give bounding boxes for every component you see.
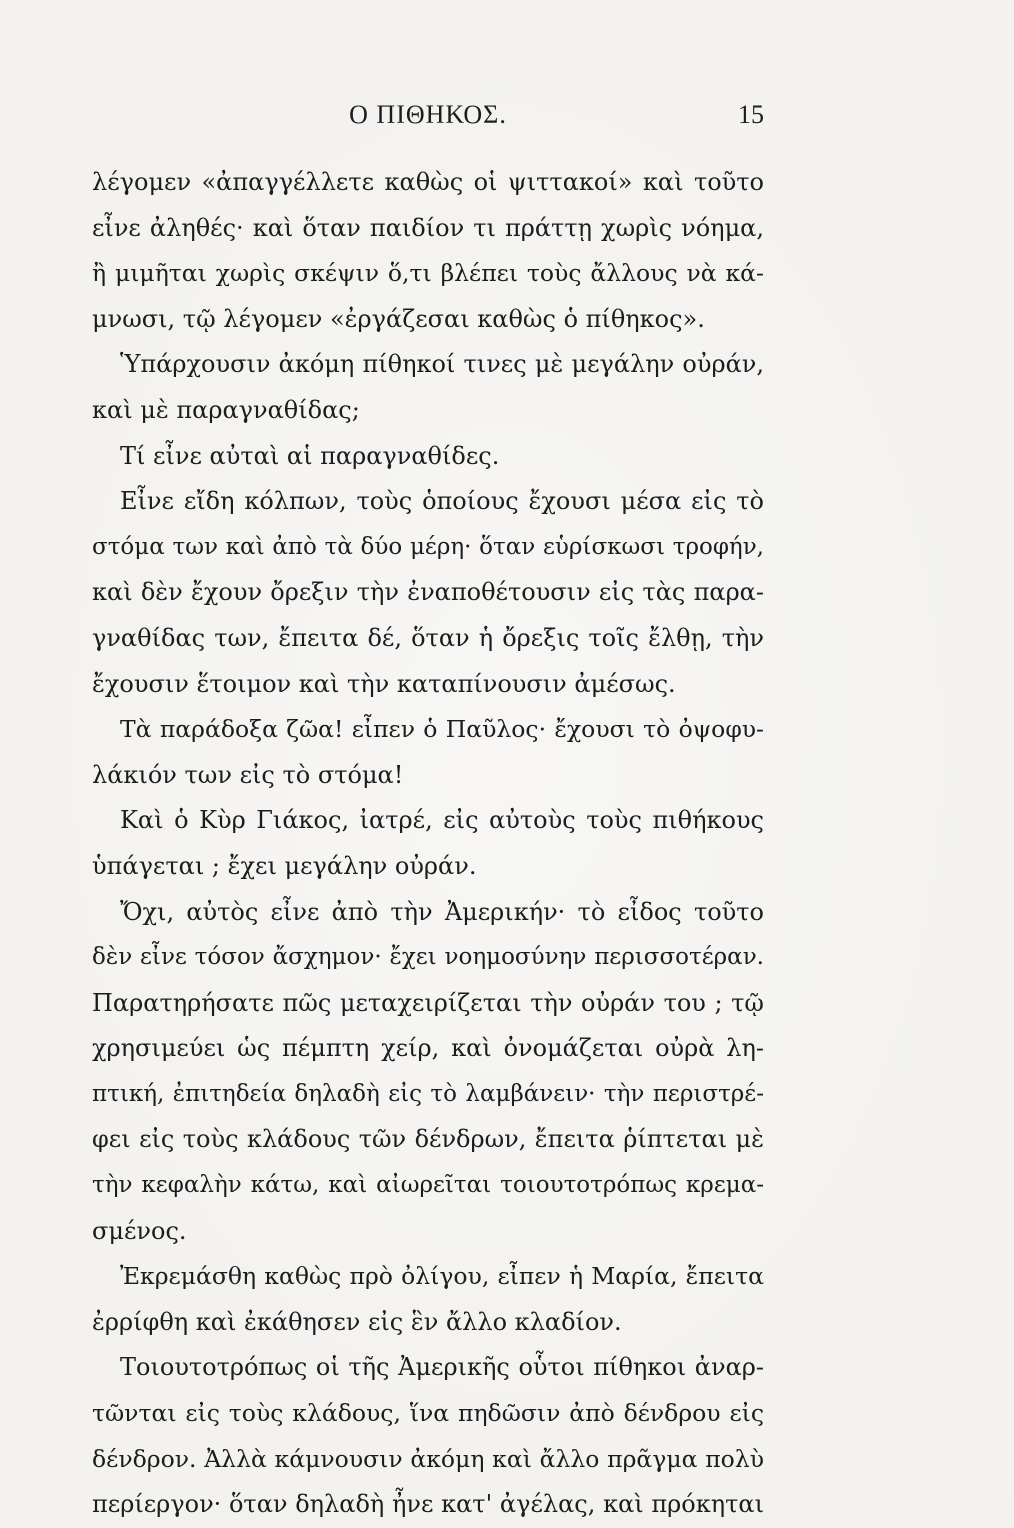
text-line: σμένος. — [92, 1216, 187, 1245]
text-line: ἐρρίφθη καὶ ἐκάθησεν εἰς ἓν ἄλλο κλαδίον. — [92, 1307, 622, 1336]
chapter-title: Ο ΠΙΘΗΚΟΣ. — [349, 100, 507, 129]
text-line: Ὑπάρχουσιν ἀκόμη πίθηκοί τινες μὲ μεγάλην οὐράν, — [120, 350, 764, 379]
text-line: Ἐκρεμάσθη καθὼς πρὸ ὀλίγου, εἶπεν ἡ Μαρία, ἔπειτα — [120, 1262, 764, 1291]
text-line: Ὄχι, αὐτὸς εἶνε ἀπὸ τὴν Ἀμερικήν· τὸ εἶδος τοῦτο — [120, 897, 764, 926]
text-line: πτική, ἐπιτηδεία δηλαδὴ εἰς τὸ λαμβάνειν· τὴν περιστρέ- — [92, 1080, 764, 1107]
text-line: Παρατηρήσατε πῶς μεταχειρίζεται τὴν οὐράν του ; τῷ — [92, 988, 764, 1017]
text-line: Εἶνε εἴδη κόλπων, τοὺς ὁποίους ἔχουσι μέσα εἰς τὸ — [120, 487, 764, 516]
running-head — [92, 100, 764, 136]
text-line: περίεργον· ὅταν δηλαδὴ ἦνε κατ' ἀγέλας, καὶ πρόκηται — [92, 1490, 764, 1519]
text-line: καὶ δὲν ἔχουν ὄρεξιν τὴν ἐναποθέτουσιν εἰς τὰς παρα- — [92, 578, 764, 607]
text-line: γναθίδας των, ἔπειτα δέ, ὅταν ἡ ὄρεξις τοῖς ἔλθῃ, τὴν — [92, 623, 764, 652]
text-line: Καὶ ὁ Κὺρ Γιάκος, ἰατρέ, εἰς αὐτοὺς τοὺς πιθήκους — [120, 806, 764, 835]
text-line: Τὰ παράδοξα ζῶα! εἶπεν ὁ Παῦλος· ἔχουσι τὸ ὀψοφυ- — [120, 715, 764, 744]
text-line: λάκιόν των εἰς τὸ στόμα! — [92, 760, 404, 789]
text-line: δένδρον. Ἀλλὰ κάμνουσιν ἀκόμη καὶ ἄλλο πρᾶγμα πολὺ — [92, 1444, 764, 1473]
text-line: Τί εἶνε αὐταὶ αἱ παραγναθίδες. — [120, 441, 500, 470]
text-line: ὑπάγεται ; ἔχει μεγάλην οὐράν. — [92, 851, 477, 880]
body-text — [92, 160, 764, 1528]
text-line: ἢ μιμῆται χωρὶς σκέψιν ὅ,τι βλέπει τοὺς ἄλλους νὰ κά- — [92, 259, 764, 288]
text-line: λέγομεν «ἀπαγγέλλετε καθὼς οἱ ψιττακοί» καὶ τοῦτο — [92, 168, 764, 196]
text-line: Τοιουτοτρόπως οἱ τῆς Ἀμερικῆς οὗτοι πίθηκοι ἀναρ- — [120, 1353, 764, 1382]
text-line: φει εἰς τοὺς κλάδους τῶν δένδρων, ἔπειτα ῥίπτεται μὲ — [92, 1125, 764, 1154]
text-line: τῶνται εἰς τοὺς κλάδους, ἵνα πηδῶσιν ἀπὸ δένδρου εἰς — [92, 1399, 764, 1428]
page-number: 15 — [738, 100, 764, 129]
text-line: καὶ μὲ παραγναθίδας; — [92, 395, 360, 424]
text-line: μνωσι, τῷ λέγομεν «ἐργάζεσαι καθὼς ὁ πίθηκος». — [92, 304, 705, 333]
text-line: τὴν κεφαλὴν κάτω, καὶ αἰωρεῖται τοιουτοτρόπως κρεμα- — [92, 1172, 764, 1199]
text-line: δὲν εἶνε τόσον ἄσχημον· ἔχει νοημοσύνην περισσοτέραν. — [92, 944, 764, 971]
text-line: εἶνε ἀληθές· καὶ ὅταν παιδίον τι πράττῃ χωρὶς νόημα, — [92, 213, 764, 242]
text-line: στόμα των καὶ ἀπὸ τὰ δύο μέρη· ὅταν εὑρίσκωσι τροφήν, — [92, 533, 764, 560]
text-line: ἔχουσιν ἕτοιμον καὶ τὴν καταπίνουσιν ἀμέσως. — [92, 669, 676, 698]
text-line: χρησιμεύει ὡς πέμπτη χείρ, καὶ ὀνομάζεται οὐρὰ λη- — [92, 1034, 764, 1063]
